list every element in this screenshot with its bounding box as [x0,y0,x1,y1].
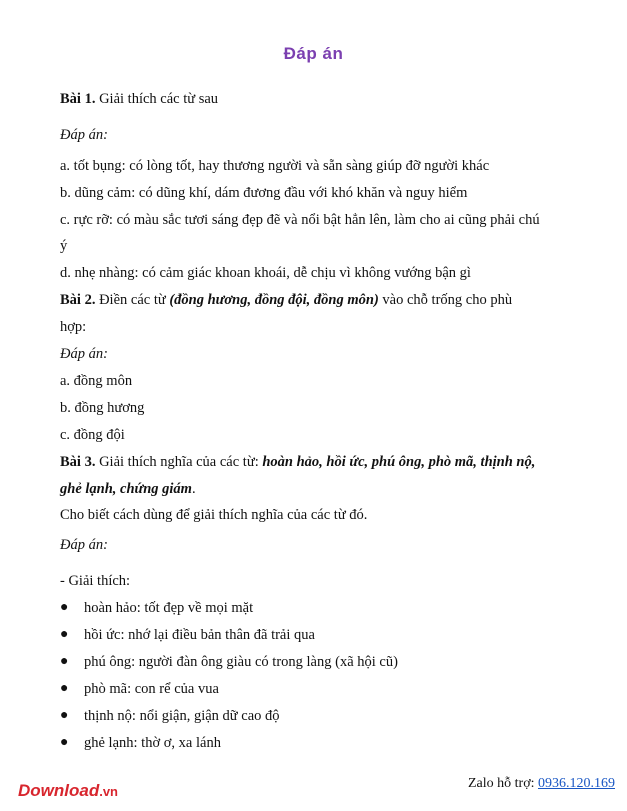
exercise-3-line2 [60,480,196,498]
exercise-1-text: Giải thích các từ sau [95,91,219,107]
exercise-2-label: Bài 2. [60,292,96,308]
zalo-support [468,776,615,792]
exercise-1-label: Bài 1. [60,91,96,107]
bullet-dot-icon: ● [60,627,69,642]
page-title: Đáp án [283,44,344,63]
exercise-3-words-line2: ghẻ lạnh, chứng giám [60,481,192,497]
exercise-1-heading [60,90,218,108]
answer-item: c. rực rỡ: có màu sắc tươi sáng đẹp đẽ và nổi bật hẳn lên, làm cho ai cũng phải chú [60,212,540,228]
support-label: Zalo hỗ trợ: [468,776,538,791]
bullet-dot-icon: ● [60,735,69,750]
phone-link[interactable]: 0936.120.169 [538,776,615,791]
download-logo[interactable]: Download.vn [18,781,119,800]
exercise-2-answer-label: Đáp án: [60,346,108,362]
answer-item: b. dũng cảm: có dũng khí, dám đương đầu với khó khăn và nguy hiểm [60,185,468,201]
answer-item: a. đồng môn [60,373,133,389]
bullet-dot-icon: ● [60,600,69,615]
exercise-2-heading [60,291,512,309]
answer-item: c. đồng đội [60,427,125,443]
exercise-2-words: (đồng hương, đồng đội, đồng môn) [169,292,379,308]
answer-item: a. tốt bụng: có lòng tốt, hay thương người và sẵn sàng giúp đỡ người khác [60,158,490,174]
explain-label: - Giải thích: [60,573,131,589]
exercise-2-text-line2: hợp: [60,319,87,335]
bullet-dot-icon: ● [60,681,69,696]
answer-item: d. nhẹ nhàng: có cảm giác khoan khoái, dễ chịu vì không vướng bận gì [60,265,471,281]
exercise-3-line3: Cho biết cách dùng để giải thích nghĩa của các từ đó. [60,507,368,523]
exercise-2-text-after: vào chỗ trống cho phù [378,292,513,308]
exercise-3-label: Bài 3. [60,454,96,470]
bullet-dot-icon: ● [60,708,69,723]
exercise-1-answer-label: Đáp án: [60,127,108,143]
answer-item: ý [60,238,68,254]
answer-item: b. đồng hương [60,400,145,416]
exercise-2-text: Điền các từ [95,292,170,308]
exercise-3-heading [60,453,535,471]
bullet-dot-icon: ● [60,654,69,669]
exercise-3-period: . [191,481,196,497]
exercise-3-answer-label: Đáp án: [60,537,108,553]
exercise-3-text: Giải thích nghĩa của các từ: [95,454,263,470]
exercise-3-words-line1: hoàn hảo, hồi ức, phú ông, phò mã, thịnh nộ, [262,454,536,470]
